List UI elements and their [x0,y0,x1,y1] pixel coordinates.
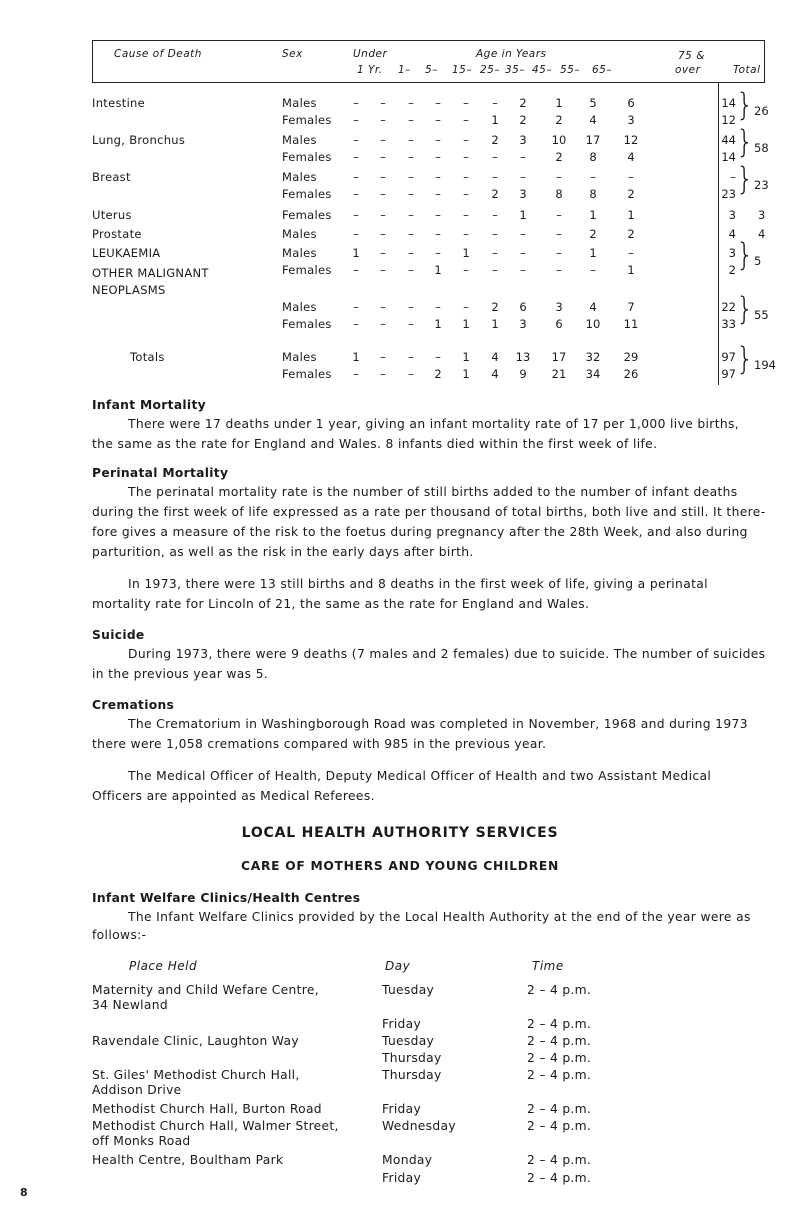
table-left-rule [92,40,93,83]
table-cell: – [463,150,469,164]
table-cell: – [435,187,441,201]
table-cell: 1 [462,350,470,364]
clinic-place: Methodist Church Hall, Walmer Street, [92,1119,339,1133]
table-cell: 4 [491,367,499,381]
row-total: – [730,170,736,184]
clinic-day: Friday [382,1017,422,1031]
suicide-heading: Suicide [92,628,145,642]
clinic-time: 2 – 4 p.m. [527,1017,592,1031]
table-cell: – [435,300,441,314]
brace-icon: } [736,123,754,160]
table-cell: 2 [555,113,563,127]
table-cell: – [463,113,469,127]
table-cell: 10 [585,317,601,331]
table-cell: 3 [555,300,563,314]
table-cell: 2 [589,227,597,241]
header-over75-sub: over [675,64,701,76]
table-cell: – [492,170,498,184]
table-cell: 1 [491,113,499,127]
table-cell: – [408,350,414,364]
table-header-rule [92,82,764,83]
cremations-line-4: Officers are appointed as Medical Referees. [92,789,375,803]
table-cell: – [353,263,359,277]
table-cell: 6 [627,96,635,110]
clinic-place: Ravendale Clinic, Laughton Way [92,1034,299,1048]
table-cell: – [492,227,498,241]
infant-heading: Infant Mortality [92,398,206,412]
table-cell: – [590,263,596,277]
sex-label: Females [282,187,332,201]
clinic-place-2: 34 Newland [92,998,168,1012]
row-total: 23 [721,187,736,201]
clinic-day: Wednesday [382,1119,456,1133]
cause-label: Uterus [92,208,132,222]
brace-icon: } [736,340,754,377]
table-cell: – [492,96,498,110]
sex-label: Females [282,263,332,277]
clinic-time: 2 – 4 p.m. [527,1119,592,1133]
header-age-3: 25– [480,64,501,76]
table-cell: – [463,187,469,201]
table-cell: – [590,170,596,184]
table-cell: – [353,227,359,241]
table-cell: 2 [491,300,499,314]
table-cell: 10 [551,133,567,147]
table-cell: 2 [434,367,442,381]
table-cell: – [463,133,469,147]
table-cell: – [492,263,498,277]
table-cell: – [408,317,414,331]
table-cell: – [380,367,386,381]
table-top-rule [92,40,764,41]
clinic-time: 2 – 4 p.m. [527,1102,592,1116]
row-total: 2 [728,263,736,277]
cause-label: Prostate [92,227,142,241]
table-cell: – [380,187,386,201]
cremations-line-2: there were 1,058 cremations compared with 985 in the previous year. [92,737,547,751]
clinic-time: 2 – 4 p.m. [527,1171,592,1185]
clinic-place-2: Addison Drive [92,1083,182,1097]
clinics-col-time: Time [532,959,564,973]
table-cell: – [435,350,441,364]
suicide-line-1: During 1973, there were 9 deaths (7 males and 2 females) due to suicide. The number of suicides [128,647,766,661]
header-total: Total [733,64,761,76]
clinic-place-2: off Monks Road [92,1134,191,1148]
table-cell: 4 [589,300,597,314]
cremations-line-1: The Crematorium in Washingborough Road was completed in November, 1968 and during 1973 [128,717,748,731]
sex-label: Males [282,133,317,147]
table-cell: 1 [434,263,442,277]
table-cell: – [408,187,414,201]
cremations-heading: Cremations [92,698,175,712]
cause-label: OTHER MALIGNANT [92,266,209,280]
table-cell: 13 [515,350,531,364]
clinic-place: St. Giles' Methodist Church Hall, [92,1068,300,1082]
table-cell: 2 [627,187,635,201]
perinatal-line-6: mortality rate for Lincoln of 21, the same as the rate for England and Wales. [92,597,590,611]
header-age-4: 35– [505,64,526,76]
table-cell: – [520,227,526,241]
table-cell: 5 [589,96,597,110]
table-cell: – [380,133,386,147]
sex-label: Males [282,350,317,364]
table-cell: 4 [627,150,635,164]
table-cell: – [556,170,562,184]
sex-label: Females [282,367,332,381]
lha-subtitle: CARE OF MOTHERS AND YOUNG CHILDREN [241,859,559,873]
table-right-rule [764,40,765,83]
table-cell: 1 [627,263,635,277]
sex-label: Females [282,150,332,164]
clinic-day: Tuesday [382,1034,435,1048]
table-cell: – [353,208,359,222]
lha-title: LOCAL HEALTH AUTHORITY SERVICES [241,825,559,841]
table-cell: – [408,170,414,184]
table-cell: 29 [623,350,639,364]
perinatal-line-3: fore gives a measure of the risk to the foetus during pregnancy after the 28th Week, and also during [92,525,748,539]
table-cell: 4 [491,350,499,364]
header-age-6: 55– [560,64,581,76]
sex-label: Females [282,317,332,331]
brace-icon: } [736,160,754,197]
clinic-place: Maternity and Child Wefare Centre, [92,983,319,997]
table-cell: – [380,350,386,364]
table-cell: – [353,170,359,184]
clinic-day: Thursday [382,1051,442,1065]
table-cell: 6 [519,300,527,314]
brace-icon: } [736,290,754,327]
row-total: 97 [721,367,736,381]
table-cell: – [463,227,469,241]
header-age-0: 1– [398,64,411,76]
clinic-time: 2 – 4 p.m. [527,983,592,997]
table-cell: – [380,113,386,127]
table-cell: 9 [519,367,527,381]
row-total: 4 [728,227,736,241]
group-total: 23 [754,178,769,192]
table-cell: – [408,150,414,164]
table-cell: – [435,246,441,260]
perinatal-line-1: The perinatal mortality rate is the number of still births added to the number of infant deaths [128,485,738,499]
infant-para-1: There were 17 deaths under 1 year, giving an infant mortality rate of 17 per 1,000 live births, [128,417,740,431]
clinic-time: 2 – 4 p.m. [527,1153,592,1167]
table-cell: – [520,150,526,164]
table-cell: – [520,263,526,277]
table-cell: 1 [462,367,470,381]
table-cell: – [435,208,441,222]
clinics-intro-2: follows:- [92,928,147,942]
table-cell: 17 [585,133,601,147]
table-cell: – [556,227,562,241]
table-cell: 2 [491,133,499,147]
table-cell: – [353,150,359,164]
clinic-day: Monday [382,1153,433,1167]
table-cell: – [380,300,386,314]
group-total: 58 [754,141,769,155]
table-cell: – [628,246,634,260]
table-cell: – [380,170,386,184]
table-cell: 1 [352,246,360,260]
table-cell: 12 [623,133,639,147]
table-cell: 1 [462,317,470,331]
table-cell: – [463,170,469,184]
perinatal-heading: Perinatal Mortality [92,466,229,480]
clinic-place: Methodist Church Hall, Burton Road [92,1102,322,1116]
row-total: 33 [721,317,736,331]
clinic-time: 2 – 4 p.m. [527,1034,592,1048]
table-cell: 1 [627,208,635,222]
clinic-time: 2 – 4 p.m. [527,1051,592,1065]
sex-label: Males [282,227,317,241]
table-cell: – [380,150,386,164]
sex-label: Males [282,246,317,260]
perinatal-line-5: In 1973, there were 13 still births and 8 deaths in the first week of life, giving a perinatal [128,577,708,591]
table-cell: 1 [589,208,597,222]
table-cell: – [380,317,386,331]
header-under-sub: 1 Yr. [357,64,383,76]
table-cell: – [435,113,441,127]
table-cell: – [408,263,414,277]
clinics-heading: Infant Welfare Clinics/Health Centres [92,891,361,905]
table-cell: – [408,96,414,110]
group-total: 4 [758,227,766,241]
group-total: 194 [754,358,776,372]
clinics-col-place: Place Held [129,959,198,973]
cause-label: Breast [92,170,131,184]
row-total: 44 [721,133,736,147]
table-cell: – [353,367,359,381]
table-cell: – [353,300,359,314]
table-cell: – [435,227,441,241]
table-cell: 21 [551,367,567,381]
header-under: Under [353,48,388,60]
table-cell: – [380,227,386,241]
table-cell: 8 [555,187,563,201]
table-cell: 7 [627,300,635,314]
table-cell: – [380,263,386,277]
cause-label: Intestine [92,96,146,110]
table-cell: 8 [589,187,597,201]
table-cell: – [353,113,359,127]
clinics-intro-1: The Infant Welfare Clinics provided by the Local Health Authority at the end of the year were as [128,910,751,924]
table-cell: – [628,170,634,184]
clinic-day: Thursday [382,1068,442,1082]
header-sex: Sex [282,48,303,60]
table-cell: – [463,96,469,110]
table-cell: 1 [491,317,499,331]
table-cell: – [353,133,359,147]
clinic-place: Health Centre, Boultham Park [92,1153,284,1167]
table-cell: 26 [623,367,639,381]
table-cell: 3 [519,317,527,331]
group-total: 55 [754,308,769,322]
clinic-day: Friday [382,1171,422,1185]
sex-label: Males [282,170,317,184]
infant-para-2: the same as the rate for England and Wales. 8 infants died within the first week of life. [92,437,658,451]
table-cell: – [520,246,526,260]
suicide-line-2: in the previous year was 5. [92,667,269,681]
table-cell: 17 [551,350,567,364]
clinic-day: Friday [382,1102,422,1116]
group-total: 3 [758,208,766,222]
table-cell: – [353,187,359,201]
table-cell: 2 [519,96,527,110]
table-cell: – [463,300,469,314]
table-cell: – [435,150,441,164]
table-cell: 2 [519,113,527,127]
table-cell: 1 [434,317,442,331]
table-cell: 1 [519,208,527,222]
header-age-1: 5– [425,64,438,76]
table-cell: 2 [555,150,563,164]
row-total: 97 [721,350,736,364]
cause-label-2: NEOPLASMS [92,283,166,297]
table-cell: 1 [555,96,563,110]
table-cell: – [492,208,498,222]
table-cell: – [435,170,441,184]
table-cell: – [408,246,414,260]
table-cell: 4 [589,113,597,127]
table-cell: – [408,367,414,381]
header-over75: 75 & [678,50,705,62]
table-cell: – [520,170,526,184]
clinic-day: Tuesday [382,983,435,997]
row-total: 3 [728,246,736,260]
header-age-7: 65– [592,64,613,76]
table-cell: – [492,246,498,260]
sex-label: Males [282,96,317,110]
group-total: 26 [754,104,769,118]
table-cell: – [380,96,386,110]
table-cell: 1 [352,350,360,364]
table-cell: 32 [585,350,601,364]
clinics-col-day: Day [385,959,411,973]
table-cell: – [463,263,469,277]
table-cell: – [435,96,441,110]
clinic-time: 2 – 4 p.m. [527,1068,592,1082]
brace-icon: } [736,236,754,273]
table-cell: – [408,133,414,147]
sex-label: Females [282,113,332,127]
table-cell: 34 [585,367,601,381]
page-number: 8 [20,1186,28,1199]
table-cell: 2 [627,227,635,241]
table-cell: 3 [519,133,527,147]
table-cell: – [556,263,562,277]
table-cell: – [380,208,386,222]
table-cell: 1 [462,246,470,260]
header-cause: Cause of Death [114,48,202,60]
row-total: 14 [721,150,736,164]
brace-icon: } [736,86,754,123]
header-age-2: 15– [452,64,473,76]
sex-label: Females [282,208,332,222]
table-cell: – [353,96,359,110]
table-cell: 6 [555,317,563,331]
table-cell: – [435,133,441,147]
table-cell: – [463,208,469,222]
cause-label: Lung, Bronchus [92,133,186,147]
table-cell: – [408,113,414,127]
perinatal-line-4: parturition, as well as the risk in the early days after birth. [92,545,474,559]
table-cell: 3 [519,187,527,201]
table-cell: 2 [491,187,499,201]
row-total: 22 [721,300,736,314]
sex-label: Males [282,300,317,314]
table-cell: – [408,300,414,314]
row-total: 14 [721,96,736,110]
table-cell: 11 [623,317,639,331]
group-total: 5 [754,254,762,268]
header-age-5: 45– [532,64,553,76]
table-cell: – [408,227,414,241]
table-cell: 8 [589,150,597,164]
row-total: 12 [721,113,736,127]
table-cell: 1 [589,246,597,260]
cause-label: LEUKAEMIA [92,246,161,260]
perinatal-line-2: during the first week of life expressed as a rate per thousand of total births, both live and still. It there- [92,505,766,519]
table-cell: – [556,208,562,222]
cause-label: Totals [130,350,165,364]
header-age-group: Age in Years [476,48,547,60]
table-cell: – [492,150,498,164]
table-cell: – [556,246,562,260]
table-cell: – [408,208,414,222]
row-total: 3 [728,208,736,222]
table-cell: 3 [627,113,635,127]
table-cell: – [353,317,359,331]
cremations-line-3: The Medical Officer of Health, Deputy Medical Officer of Health and two Assistant Medical [128,769,712,783]
table-cell: – [380,246,386,260]
